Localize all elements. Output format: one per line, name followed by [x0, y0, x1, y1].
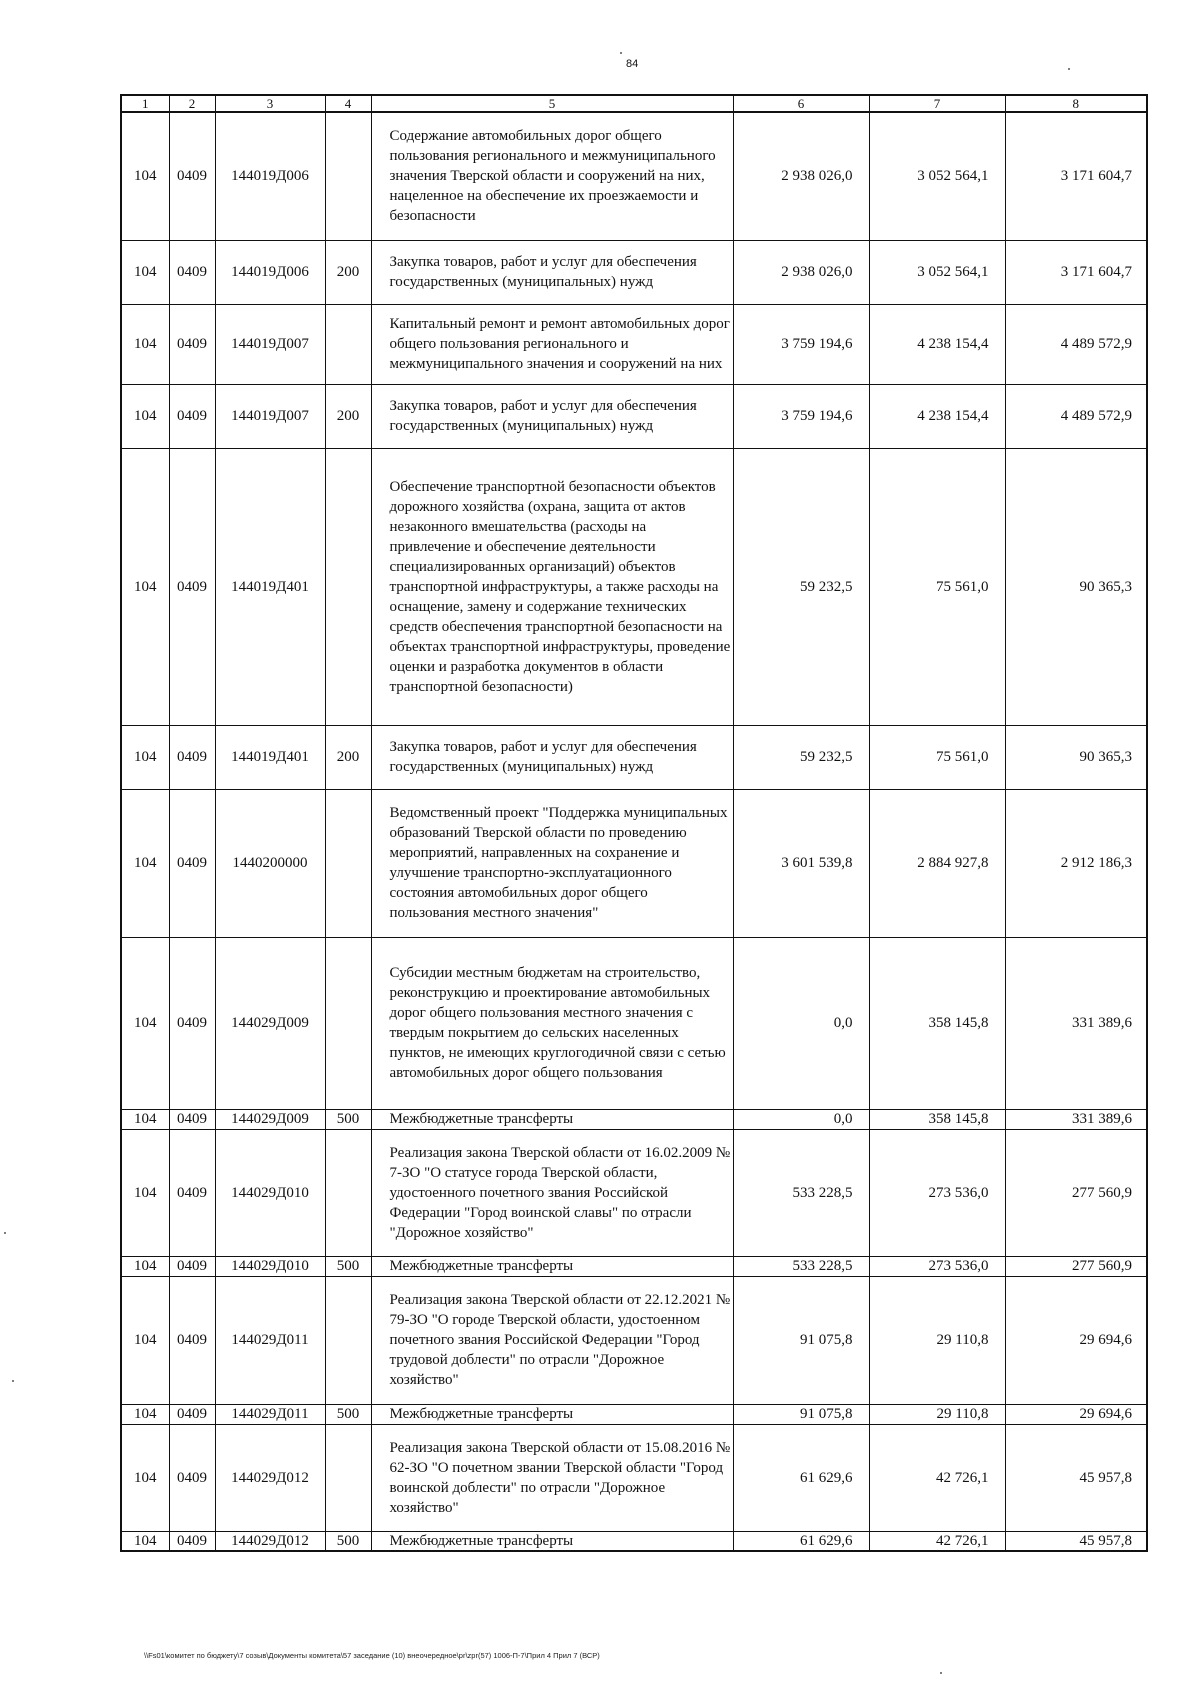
cell-section: 0409 — [169, 112, 215, 240]
cell-section: 0409 — [169, 789, 215, 937]
cell-target-article: 144019Д401 — [215, 448, 325, 725]
cell-amount-year2: 273 536,0 — [869, 1129, 1005, 1256]
cell-description: Реализация закона Тверской области от 15.08.2016 № 62-ЗО "О почетном звании Тверской области "Город воинской доблести" по отрасли "Дорожное хозяйство" — [371, 1424, 733, 1531]
cell-amount-year1: 59 232,5 — [733, 448, 869, 725]
cell-expense-type: 500 — [325, 1256, 371, 1276]
cell-target-article: 144029Д012 — [215, 1531, 325, 1551]
cell-amount-year1: 533 228,5 — [733, 1256, 869, 1276]
cell-amount-year1: 61 629,6 — [733, 1424, 869, 1531]
scan-speck — [940, 1672, 942, 1674]
cell-description: Реализация закона Тверской области от 22.12.2021 № 79-ЗО "О городе Тверской области, удостоенном почетного звания Российской Федерации "Город трудовой доблести" по отрасли "Дорожное хозяйство" — [371, 1276, 733, 1404]
cell-chapter: 104 — [121, 725, 169, 789]
cell-target-article: 144029Д012 — [215, 1424, 325, 1531]
cell-description: Реализация закона Тверской области от 16.02.2009 № 7-ЗО "О статусе города Тверской области, удостоенного почетного звания Российской Федерации "Город воинской славы" по отрасли "Дорожное хозяйство" — [371, 1129, 733, 1256]
table-row — [121, 112, 1147, 240]
cell-section: 0409 — [169, 937, 215, 1109]
table-row — [121, 304, 1147, 384]
cell-amount-year3: 45 957,8 — [1005, 1424, 1147, 1531]
cell-expense-type: 500 — [325, 1109, 371, 1129]
cell-chapter: 104 — [121, 112, 169, 240]
cell-description: Капитальный ремонт и ремонт автомобильных дорог общего пользования регионального и межмуниципального значения и сооружений на них — [371, 304, 733, 384]
table-row — [121, 240, 1147, 304]
cell-chapter: 104 — [121, 1256, 169, 1276]
cell-section: 0409 — [169, 1424, 215, 1531]
column-header: 5 — [371, 95, 733, 112]
cell-expense-type: 200 — [325, 384, 371, 448]
cell-amount-year3: 4 489 572,9 — [1005, 304, 1147, 384]
column-header: 2 — [169, 95, 215, 112]
cell-chapter: 104 — [121, 384, 169, 448]
cell-amount-year2: 42 726,1 — [869, 1531, 1005, 1551]
scan-speck — [620, 52, 622, 54]
cell-amount-year1: 3 759 194,6 — [733, 304, 869, 384]
cell-target-article: 144019Д006 — [215, 240, 325, 304]
cell-description: Обеспечение транспортной безопасности объектов дорожного хозяйства (охрана, защита от актов незаконного вмешательства (расходы на привлечение и обеспечение деятельности специализированных организаций) объектов транспортной инфраструктуры, а также расходы на оснащение, замену и содержание технических средств обеспечения транспортной безопасности на объектах транспортной инфраструктуры, проведение оценки и разработка документов в области транспортной безопасности) — [371, 448, 733, 725]
cell-amount-year2: 358 145,8 — [869, 937, 1005, 1109]
cell-chapter: 104 — [121, 1531, 169, 1551]
table-row — [121, 448, 1147, 725]
table-row — [121, 1424, 1147, 1531]
cell-amount-year3: 90 365,3 — [1005, 725, 1147, 789]
cell-description: Межбюджетные трансферты — [371, 1256, 733, 1276]
cell-description: Межбюджетные трансферты — [371, 1531, 733, 1551]
cell-amount-year3: 4 489 572,9 — [1005, 384, 1147, 448]
scan-speck — [12, 1380, 14, 1382]
cell-target-article: 1440200000 — [215, 789, 325, 937]
cell-amount-year2: 4 238 154,4 — [869, 304, 1005, 384]
cell-amount-year2: 3 052 564,1 — [869, 112, 1005, 240]
cell-description: Межбюджетные трансферты — [371, 1404, 733, 1424]
cell-amount-year3: 3 171 604,7 — [1005, 240, 1147, 304]
cell-section: 0409 — [169, 1256, 215, 1276]
cell-amount-year2: 29 110,8 — [869, 1276, 1005, 1404]
scan-speck — [4, 1232, 6, 1234]
cell-amount-year3: 331 389,6 — [1005, 1109, 1147, 1129]
table-row — [121, 1276, 1147, 1404]
cell-description: Ведомственный проект "Поддержка муниципальных образований Тверской области по проведению мероприятий, направленных на сохранение и улучшение транспортно-эксплуатационного состояния автомобильных дорог общего пользования местного значения" — [371, 789, 733, 937]
cell-amount-year2: 2 884 927,8 — [869, 789, 1005, 937]
cell-expense-type: 200 — [325, 725, 371, 789]
cell-description: Содержание автомобильных дорог общего пользования регионального и межмуниципального значения Тверской области и сооружений на них, нацеленное на обеспечение их проезжаемости и безопасности — [371, 112, 733, 240]
cell-target-article: 144029Д011 — [215, 1276, 325, 1404]
cell-amount-year3: 277 560,9 — [1005, 1129, 1147, 1256]
cell-expense-type — [325, 448, 371, 725]
cell-description: Закупка товаров, работ и услуг для обеспечения государственных (муниципальных) нужд — [371, 725, 733, 789]
cell-amount-year2: 273 536,0 — [869, 1256, 1005, 1276]
cell-chapter: 104 — [121, 1109, 169, 1129]
cell-target-article: 144029Д009 — [215, 1109, 325, 1129]
footer-file-path: \\Fs01\комитет по бюджету\7 созыв\Документы комитета\57 заседание (10) внеочередное\pr\zpr(57) 1006-П-7\Прил 4 Прил 7 (ВСР) — [144, 1651, 600, 1660]
table-row — [121, 1531, 1147, 1551]
column-header: 1 — [121, 95, 169, 112]
cell-section: 0409 — [169, 384, 215, 448]
table-row — [121, 1404, 1147, 1424]
table-row — [121, 1129, 1147, 1256]
cell-target-article: 144029Д011 — [215, 1404, 325, 1424]
cell-amount-year1: 3 759 194,6 — [733, 384, 869, 448]
cell-section: 0409 — [169, 448, 215, 725]
cell-expense-type — [325, 937, 371, 1109]
cell-amount-year1: 0,0 — [733, 1109, 869, 1129]
cell-target-article: 144029Д010 — [215, 1129, 325, 1256]
cell-amount-year1: 59 232,5 — [733, 725, 869, 789]
cell-section: 0409 — [169, 1276, 215, 1404]
cell-amount-year3: 90 365,3 — [1005, 448, 1147, 725]
cell-amount-year2: 3 052 564,1 — [869, 240, 1005, 304]
cell-amount-year1: 61 629,6 — [733, 1531, 869, 1551]
cell-amount-year3: 277 560,9 — [1005, 1256, 1147, 1276]
cell-target-article: 144019Д401 — [215, 725, 325, 789]
cell-section: 0409 — [169, 240, 215, 304]
scan-speck — [1068, 68, 1070, 70]
column-header: 3 — [215, 95, 325, 112]
cell-amount-year3: 29 694,6 — [1005, 1276, 1147, 1404]
cell-amount-year3: 3 171 604,7 — [1005, 112, 1147, 240]
cell-expense-type — [325, 1424, 371, 1531]
cell-chapter: 104 — [121, 1404, 169, 1424]
cell-expense-type: 200 — [325, 240, 371, 304]
cell-section: 0409 — [169, 1129, 215, 1256]
cell-target-article: 144019Д007 — [215, 304, 325, 384]
page-number: 84 — [626, 58, 639, 70]
cell-amount-year2: 75 561,0 — [869, 448, 1005, 725]
table-row — [121, 789, 1147, 937]
cell-expense-type — [325, 112, 371, 240]
table-row — [121, 1256, 1147, 1276]
cell-chapter: 104 — [121, 448, 169, 725]
cell-amount-year1: 91 075,8 — [733, 1276, 869, 1404]
cell-section: 0409 — [169, 725, 215, 789]
cell-amount-year3: 29 694,6 — [1005, 1404, 1147, 1424]
cell-description: Межбюджетные трансферты — [371, 1109, 733, 1129]
column-header: 6 — [733, 95, 869, 112]
cell-chapter: 104 — [121, 1129, 169, 1256]
cell-amount-year3: 45 957,8 — [1005, 1531, 1147, 1551]
cell-expense-type — [325, 789, 371, 937]
cell-chapter: 104 — [121, 937, 169, 1109]
cell-amount-year1: 91 075,8 — [733, 1404, 869, 1424]
cell-expense-type — [325, 1276, 371, 1404]
cell-description: Закупка товаров, работ и услуг для обеспечения государственных (муниципальных) нужд — [371, 240, 733, 304]
cell-amount-year1: 533 228,5 — [733, 1129, 869, 1256]
cell-chapter: 104 — [121, 1424, 169, 1531]
cell-section: 0409 — [169, 1531, 215, 1551]
cell-amount-year1: 2 938 026,0 — [733, 240, 869, 304]
table-row — [121, 384, 1147, 448]
cell-description: Закупка товаров, работ и услуг для обеспечения государственных (муниципальных) нужд — [371, 384, 733, 448]
table-row — [121, 937, 1147, 1109]
cell-amount-year2: 75 561,0 — [869, 725, 1005, 789]
cell-chapter: 104 — [121, 304, 169, 384]
table-row — [121, 1109, 1147, 1129]
column-header: 4 — [325, 95, 371, 112]
cell-section: 0409 — [169, 1404, 215, 1424]
cell-section: 0409 — [169, 304, 215, 384]
column-header: 8 — [1005, 95, 1147, 112]
table-body — [121, 112, 1147, 1551]
cell-expense-type: 500 — [325, 1404, 371, 1424]
cell-target-article: 144019Д007 — [215, 384, 325, 448]
cell-amount-year2: 42 726,1 — [869, 1424, 1005, 1531]
cell-chapter: 104 — [121, 240, 169, 304]
cell-expense-type: 500 — [325, 1531, 371, 1551]
budget-table — [120, 94, 1148, 1552]
cell-description: Субсидии местным бюджетам на строительство, реконструкцию и проектирование автомобильных дорог общего пользования местного значения с твердым покрытием до сельских населенных пунктов, не имеющих круглогодичной связи с сетью автомобильных дорог общего пользования — [371, 937, 733, 1109]
cell-section: 0409 — [169, 1109, 215, 1129]
column-header: 7 — [869, 95, 1005, 112]
cell-amount-year3: 2 912 186,3 — [1005, 789, 1147, 937]
cell-expense-type — [325, 304, 371, 384]
cell-amount-year1: 3 601 539,8 — [733, 789, 869, 937]
cell-amount-year3: 331 389,6 — [1005, 937, 1147, 1109]
cell-target-article: 144029Д009 — [215, 937, 325, 1109]
column-number-row — [121, 95, 1147, 112]
cell-amount-year1: 0,0 — [733, 937, 869, 1109]
cell-target-article: 144029Д010 — [215, 1256, 325, 1276]
cell-chapter: 104 — [121, 1276, 169, 1404]
cell-amount-year2: 4 238 154,4 — [869, 384, 1005, 448]
table-row — [121, 725, 1147, 789]
cell-chapter: 104 — [121, 789, 169, 937]
cell-amount-year1: 2 938 026,0 — [733, 112, 869, 240]
cell-amount-year2: 358 145,8 — [869, 1109, 1005, 1129]
cell-amount-year2: 29 110,8 — [869, 1404, 1005, 1424]
cell-expense-type — [325, 1129, 371, 1256]
cell-target-article: 144019Д006 — [215, 112, 325, 240]
